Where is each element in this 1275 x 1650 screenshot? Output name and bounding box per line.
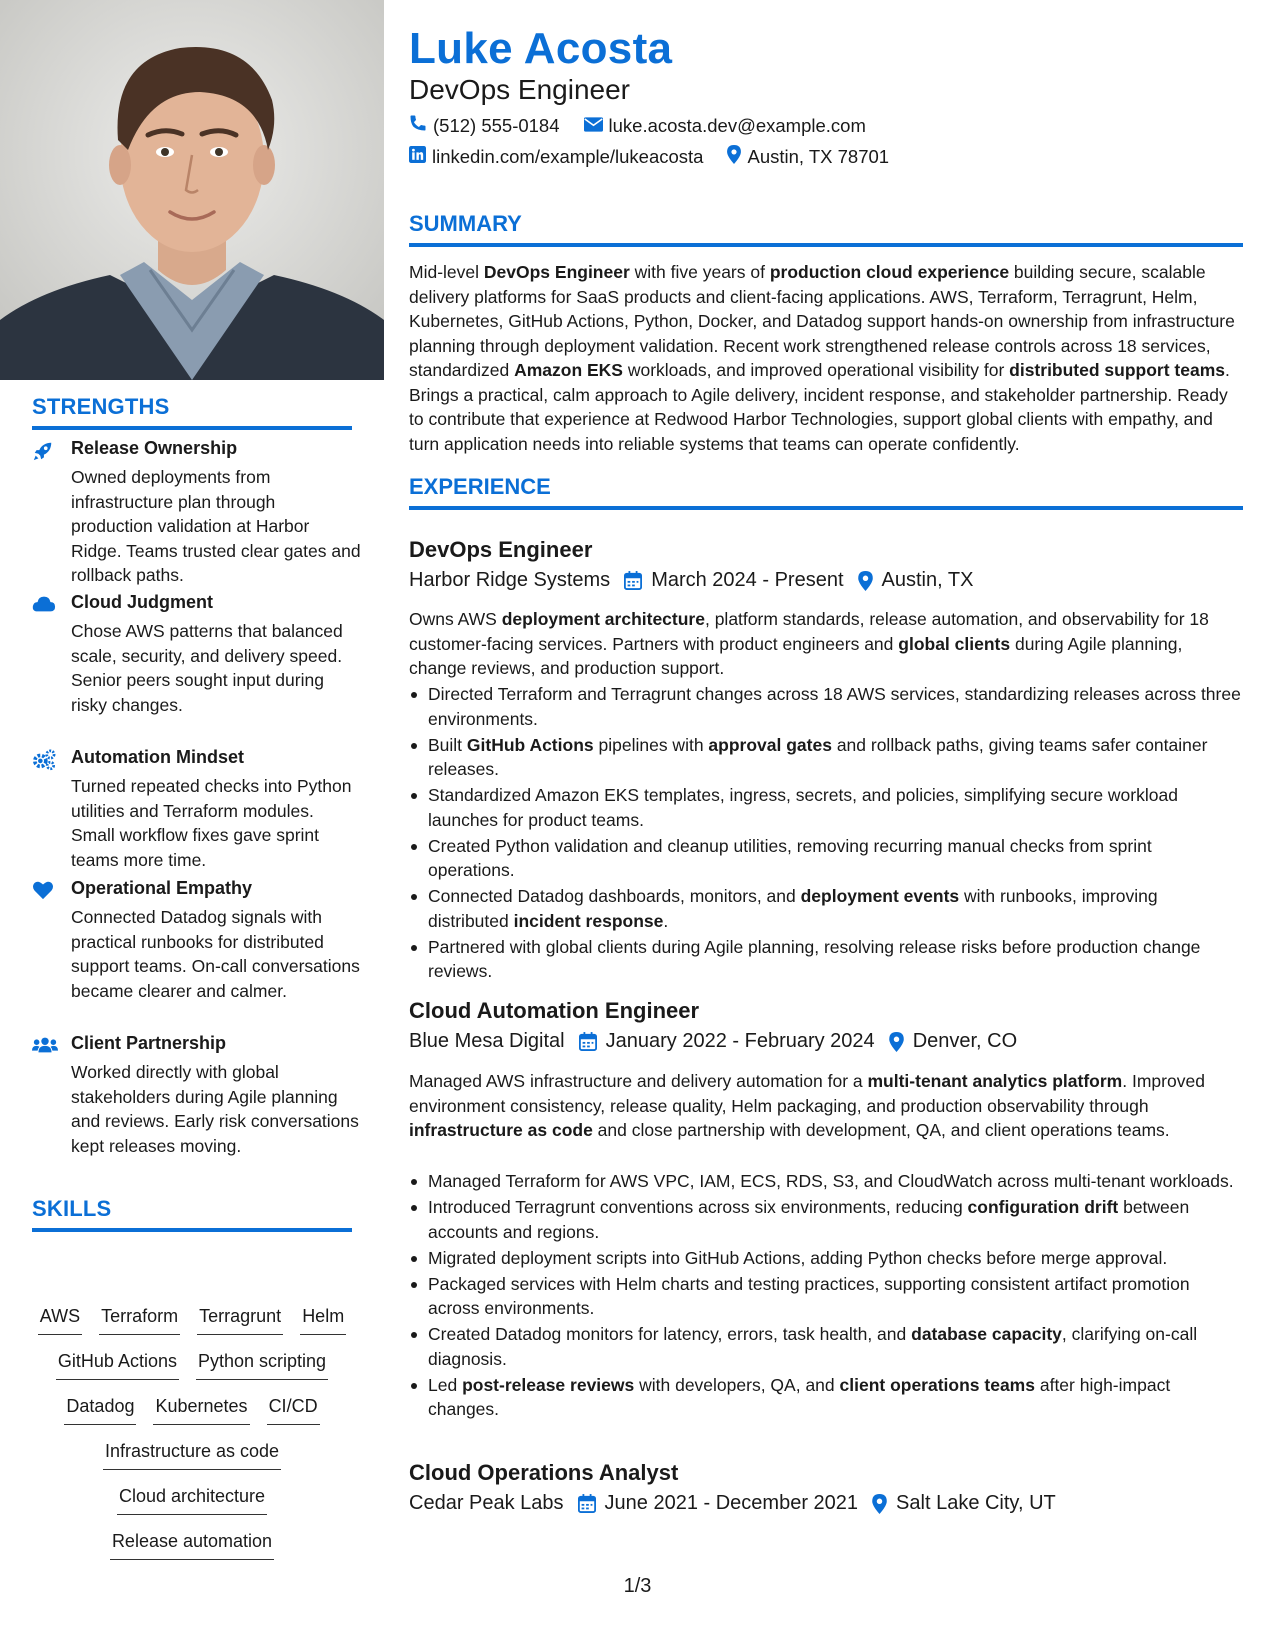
emphasis-text: deployment architecture (501, 609, 705, 629)
strength-description: Turned repeated checks into Python utilities and Terraform modules. Small workflow fixes gave sprint teams more time. (71, 776, 352, 870)
strength-title: Automation Mindset (71, 747, 244, 767)
strength-title: Cloud Judgment (71, 592, 213, 612)
skill-tag: Python scripting (196, 1349, 328, 1380)
location-pin-icon (727, 145, 741, 169)
calendar-icon (578, 1494, 596, 1513)
job-location: Austin, TX (881, 569, 974, 591)
bullet-item: Partnered with global clients during Agile planning, resolving release risks before production change reviews. (409, 935, 1243, 984)
linkedin-icon (409, 146, 426, 168)
job-title: DevOps Engineer (409, 537, 593, 562)
strength-item (32, 592, 352, 722)
company-name: Blue Mesa Digital (409, 1030, 565, 1052)
emphasis-text: distributed support teams (1009, 360, 1225, 380)
phone-icon (409, 114, 427, 137)
emphasis-text: Amazon EKS (514, 360, 623, 380)
bullet-item: Introduced Terragrunt conventions across six environments, reducing configuration drift between accounts and regions. (409, 1195, 1243, 1244)
strength-item (32, 1033, 359, 1163)
skill-tag: Datadog (64, 1394, 136, 1425)
candidate-role: DevOps Engineer (409, 74, 631, 105)
bullet-item: Created Datadog monitors for latency, errors, task health, and database capacity, clarifying on-call diagnosis. (409, 1322, 1243, 1371)
calendar-icon (579, 1032, 597, 1051)
job-bullets (409, 682, 1243, 985)
gears-icon (32, 749, 56, 771)
location-pin-icon (889, 1032, 904, 1052)
bullet-item: Connected Datadog dashboards, monitors, and deployment events with runbooks, improving distributed incident response. (409, 884, 1243, 933)
bullet-item: Migrated deployment scripts into GitHub Actions, adding Python checks before merge approval. (409, 1246, 1243, 1271)
profile-photo (0, 0, 384, 380)
job-location: Denver, CO (912, 1030, 1018, 1052)
skill-tag: Cloud architecture (117, 1484, 267, 1515)
job-dates: January 2022 - February 2024 (605, 1030, 875, 1052)
users-icon (32, 1035, 56, 1057)
skill-tag: Terraform (99, 1304, 180, 1335)
emphasis-text: deployment events (800, 886, 960, 906)
bullet-item: Packaged services with Helm charts and testing practices, supporting consistent artifact promotion across environments. (409, 1272, 1243, 1321)
job-dates: March 2024 - Present (651, 569, 844, 591)
candidate-name: Luke Acosta (409, 24, 673, 73)
skills-heading: SKILLS (32, 1196, 352, 1232)
company-name: Cedar Peak Labs (409, 1492, 564, 1514)
bullet-item: Created Python validation and cleanup utilities, removing recurring manual checks from sprint operations. (409, 834, 1243, 883)
job-intro: Owns AWS deployment architecture, platform standards, release automation, and observability for 18 customer-facing services. Partners with product engineers and global clients during Agile planning, change reviews, and production support. (409, 609, 1209, 678)
rocket-icon (32, 440, 56, 462)
bullet-item: Built GitHub Actions pipelines with approval gates and rollback paths, giving teams safer container releases. (409, 733, 1243, 782)
strength-description: Connected Datadog signals with practical runbooks for distributed support teams. On-call conversations became clearer and calmer. (71, 907, 360, 1001)
emphasis-text: post-release reviews (462, 1374, 635, 1395)
strength-item (32, 747, 352, 877)
strength-item (32, 438, 361, 585)
job-meta (409, 1492, 1056, 1515)
skill-tag: AWS (38, 1304, 82, 1335)
strength-description: Owned deployments from infrastructure plan through production validation at Harbor Ridge. Teams trusted clear gates and rollback paths. (71, 467, 361, 585)
emphasis-text: infrastructure as code (409, 1120, 593, 1140)
emphasis-text: incident response (513, 910, 664, 931)
strength-title: Release Ownership (71, 438, 238, 458)
summary-heading: SUMMARY (409, 211, 1243, 247)
emphasis-text: client operations teams (839, 1374, 1035, 1395)
emphasis-text: database capacity (911, 1324, 1062, 1344)
skill-tag: CI/CD (267, 1394, 320, 1425)
bullet-item: Led post-release reviews with developers, QA, and client operations teams after high-impact changes. (409, 1373, 1243, 1422)
job-title: Cloud Operations Analyst (409, 1460, 679, 1485)
emphasis-text: production cloud experience (769, 262, 1010, 282)
heart-icon (32, 880, 56, 902)
location-pin-icon (858, 571, 873, 591)
location-text: Austin, TX 78701 (747, 146, 890, 167)
strength-title: Operational Empathy (71, 878, 253, 898)
emphasis-text: configuration drift (967, 1197, 1119, 1217)
cloud-icon (32, 594, 56, 616)
skill-tag: Terragrunt (197, 1304, 283, 1335)
experience-heading: EXPERIENCE (409, 474, 1243, 510)
bullet-item: Directed Terraform and Terragrunt changes across 18 AWS services, standardizing releases across three environments. (409, 682, 1243, 731)
page-number: 1/3 (623, 1575, 652, 1597)
skills-list (32, 1304, 352, 1574)
job-meta (409, 1030, 1017, 1053)
job-dates: June 2021 - December 2021 (604, 1492, 859, 1514)
company-name: Harbor Ridge Systems (409, 569, 611, 591)
bullet-item: Managed Terraform for AWS VPC, IAM, ECS, RDS, S3, and CloudWatch across multi-tenant workloads. (409, 1169, 1243, 1194)
sidebar (0, 0, 384, 1650)
contact-row (409, 145, 889, 169)
emphasis-text: GitHub Actions (466, 734, 594, 755)
emphasis-text: multi-tenant analytics platform (867, 1071, 1123, 1091)
summary-text: Mid-level DevOps Engineer with five years of production cloud experience building secure, scalable delivery platforms for SaaS products and client-facing applications. AWS, Terraform, Terragrunt, Helm, Kubernetes, GitHub Actions, Python, Docker, and Datadog support hands-on ownership from infrastructure planning through deployment validation. Recent work strengthened release controls across 18 services, standardized Amazon EKS workloads, and improved operational visibility for distributed support teams. Brings a practical, calm approach to Agile delivery, incident response, and stakeholder partnership. Ready to contribute that experience at Redwood Harbor Technologies, support global clients with empathy, and turn application needs into reliable systems that teams can operate confidently. (409, 262, 1235, 454)
strength-description: Chose AWS patterns that balanced scale, security, and delivery speed. Senior peers sought input during risky changes. (71, 621, 343, 715)
skill-tag: Helm (300, 1304, 346, 1335)
skill-tag: GitHub Actions (56, 1349, 179, 1380)
phone-number[interactable]: (512) 555-0184 (433, 114, 560, 136)
portrait-illustration (0, 0, 384, 380)
job-intro: Managed AWS infrastructure and delivery automation for a multi-tenant analytics platform. Improved environment consistency, release quality, Helm packaging, and production observability through infrastructure as code and close partnership with development, QA, and client operations teams. (409, 1071, 1205, 1140)
strength-item (32, 878, 360, 1008)
calendar-icon (624, 571, 642, 590)
job-bullets (409, 1169, 1243, 1423)
bullet-item: Standardized Amazon EKS templates, ingress, secrets, and policies, simplifying secure workload launches for product teams. (409, 783, 1243, 832)
linkedin-url[interactable]: linkedin.com/example/lukeacosta (432, 146, 704, 167)
strengths-heading: STRENGTHS (32, 394, 352, 430)
emphasis-text: approval gates (708, 734, 832, 755)
skill-tag: Infrastructure as code (103, 1439, 281, 1470)
location-pin-icon (872, 1494, 887, 1514)
emphasis-text: DevOps Engineer (483, 262, 630, 282)
job-meta (409, 569, 973, 592)
job-location: Salt Lake City, UT (896, 1492, 1056, 1514)
strength-description: Worked directly with global stakeholders during Agile planning and reviews. Early risk conversations kept releases moving. (71, 1062, 359, 1156)
skill-tag: Kubernetes (153, 1394, 249, 1425)
strength-title: Client Partnership (71, 1033, 227, 1053)
contact-row (409, 114, 866, 137)
email-icon (584, 115, 603, 137)
job-title: Cloud Automation Engineer (409, 998, 700, 1023)
emphasis-text: global clients (898, 633, 1011, 654)
skill-tag: Release automation (110, 1529, 274, 1560)
email-address[interactable]: luke.acosta.dev@example.com (608, 114, 866, 136)
